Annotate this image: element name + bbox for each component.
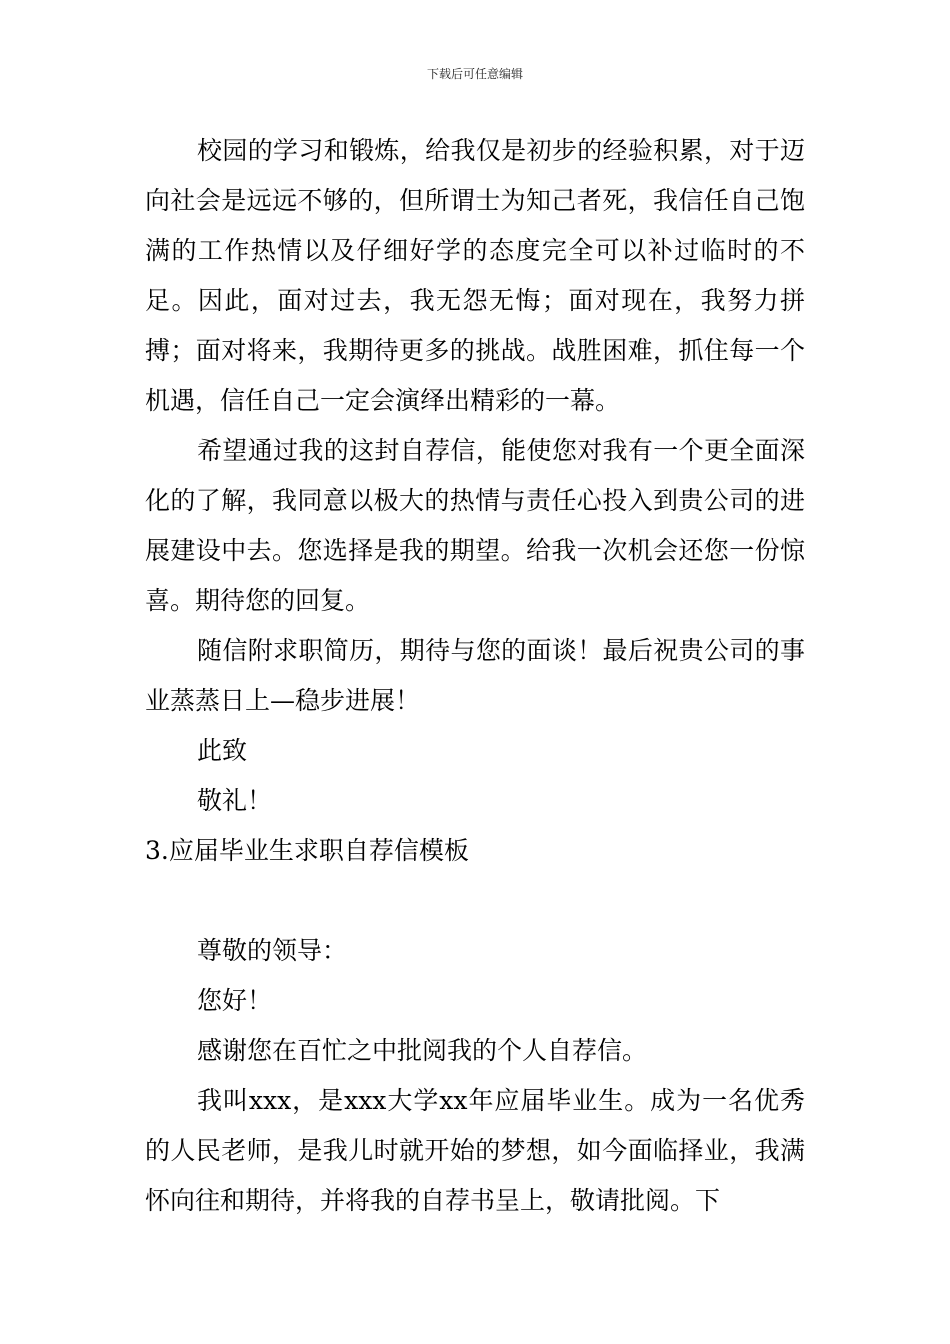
closing-salutation: 此致	[197, 736, 248, 765]
document-body	[145, 126, 805, 1226]
page-header-note: 下载后可任意编辑	[426, 67, 523, 81]
letter-thanks: 感谢您在百忙之中批阅我的个人自荐信。	[197, 1036, 648, 1065]
paragraph-campus-experience: 校园的学习和锻炼，给我仅是初步的经验积累，对于迈向社会是远远不够的，但所谓士为知己者死，我信任自己饱满的工作热情以及仔细好学的态度完全可以补过临时的不足。因此，面对过去，我无怨无悔；面对现在，我努力拼搏；面对将来，我期待更多的挑战。战胜困难，抓住每一个机遇，信任自己一定会演绎出精彩的一幕。	[145, 136, 805, 415]
letter-hello: 您好！	[197, 986, 273, 1015]
letter-greeting: 尊敬的领导：	[197, 936, 348, 965]
paragraph-resume-attached: 随信附求职简历，期待与您的面谈！最后祝贵公司的事业蒸蒸日上—稳步进展！	[145, 636, 805, 715]
closing-regards: 敬礼！	[197, 786, 273, 815]
paragraph-hope: 希望通过我的这封自荐信，能使您对我有一个更全面深化的了解，我同意以极大的热情与责任心投入到贵公司的进展建设中去。您选择是我的期望。给我一次机会还您一份惊喜。期待您的回复。	[145, 436, 805, 615]
letter-introduction: 我叫xxx，是xxx大学xx年应届毕业生。成为一名优秀的人民老师，是我儿时就开始的梦想，如今面临择业，我满怀向往和期待，并将我的自荐书呈上，敬请批阅。下	[145, 1086, 805, 1215]
section-heading: 3.应届毕业生求职自荐信模板	[145, 836, 469, 865]
blank-line	[145, 876, 805, 926]
